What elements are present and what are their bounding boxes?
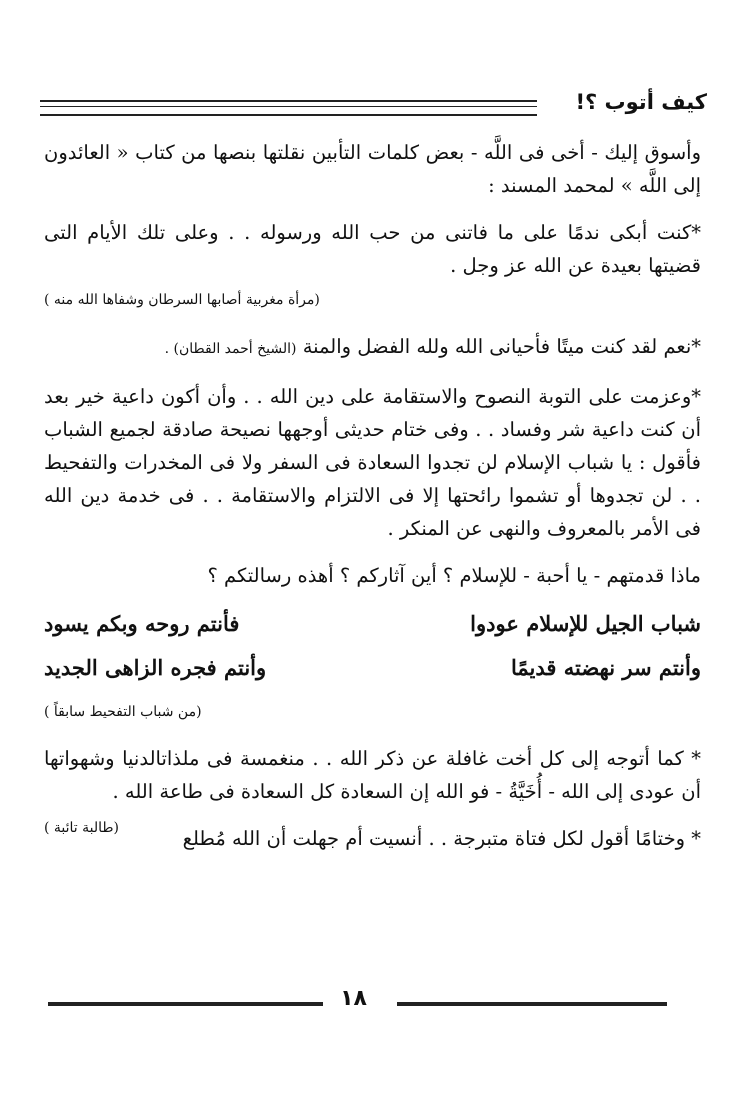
- source-note-2: (الشيخ أحمد القطان) .: [164, 341, 297, 357]
- poem-verse: [44, 602, 701, 646]
- page-header: [40, 90, 707, 124]
- paragraph-question: ماذا قدمتهم - يا أحبة - للإسلام ؟ أين آثاركم ؟ أهذه رسالتكم ؟: [207, 564, 701, 587]
- page-footer: [40, 986, 667, 1020]
- header-rule: [40, 100, 537, 116]
- paragraph-closing-1: [44, 742, 701, 836]
- closing-1-text: * كما أتوجه إلى كل أخت غافلة عن ذكر الله . . منغمسة فى ملذاتالدنيا وشهواتها أن عودى إلى الله - أُخَيَّةُ - فو الله إن السعادة كل السعادة فى طاعة الله .: [44, 747, 701, 803]
- page-number: ١٨: [340, 986, 367, 1011]
- paragraph-intro: وأسوق إليك - أخى فى اللَّه - بعض كلمات التأبين نقلتها بنصها من كتاب « العائدون إلى اللَّه » لمحمد المسند :: [44, 141, 701, 197]
- quote-2-text: *نعم لقد كنت ميتًا فأحيانى الله ولله الفضل والمنة: [302, 335, 701, 358]
- poem-hemistich: فأنتم روحه وبكم يسود: [44, 611, 240, 636]
- poem-source-note: (من شباب التفحيط سابقاً ): [44, 704, 202, 720]
- page-body: [44, 136, 701, 869]
- source-note-1: (مرأة مغربية أصابها السرطان وشفاها الله منه ): [44, 292, 320, 308]
- poem-hemistich: شباب الجيل للإسلام عودوا: [470, 611, 701, 636]
- poem-hemistich: وأنتم فجره الزاهى الجديد: [44, 655, 267, 680]
- running-title: كيف أتوب ؟!: [575, 90, 707, 114]
- poem-hemistich: وأنتم سر نهضته قديمًا: [510, 655, 701, 680]
- paragraph-quote-1: *كنت أبكى ندمًا على ما فاتنى من حب الله ورسوله . . وعلى تلك الأيام التى قضيتها بعيدة عن الله عز وجل .: [44, 221, 701, 277]
- paragraph-quote-3: *وعزمت على التوبة النصوح والاستقامة على دين الله . . وأن أكون داعية خير بعد أن كنت داعية شر وفساد . . وفى ختام حديثى أوجهها نصيحة صادقة لجميع الشباب فأقول : يا شباب الإسلام لن تجدوا السعادة فى السفر ولا فى المخدرات والتفحيط . . لن تجدوها أو تشموا رائحتها إلا فى الالتزام والاستقامة . . فى خدمة دين الله فى الأمر بالمعروف والنهى عن المنكر .: [44, 385, 701, 540]
- paragraph-quote-2: [44, 330, 701, 366]
- footer-rule-right: [397, 1002, 667, 1006]
- source-note-3: (طالبة تائبة ): [44, 820, 120, 836]
- poem-verse: [44, 646, 701, 690]
- poem: [44, 602, 701, 690]
- footer-rule-left: [48, 1002, 323, 1006]
- paragraph-closing-2: * وختامًا أقول لكل فتاة متبرجة . . أنسيت أم جهلت أن الله مُطلع: [182, 827, 701, 850]
